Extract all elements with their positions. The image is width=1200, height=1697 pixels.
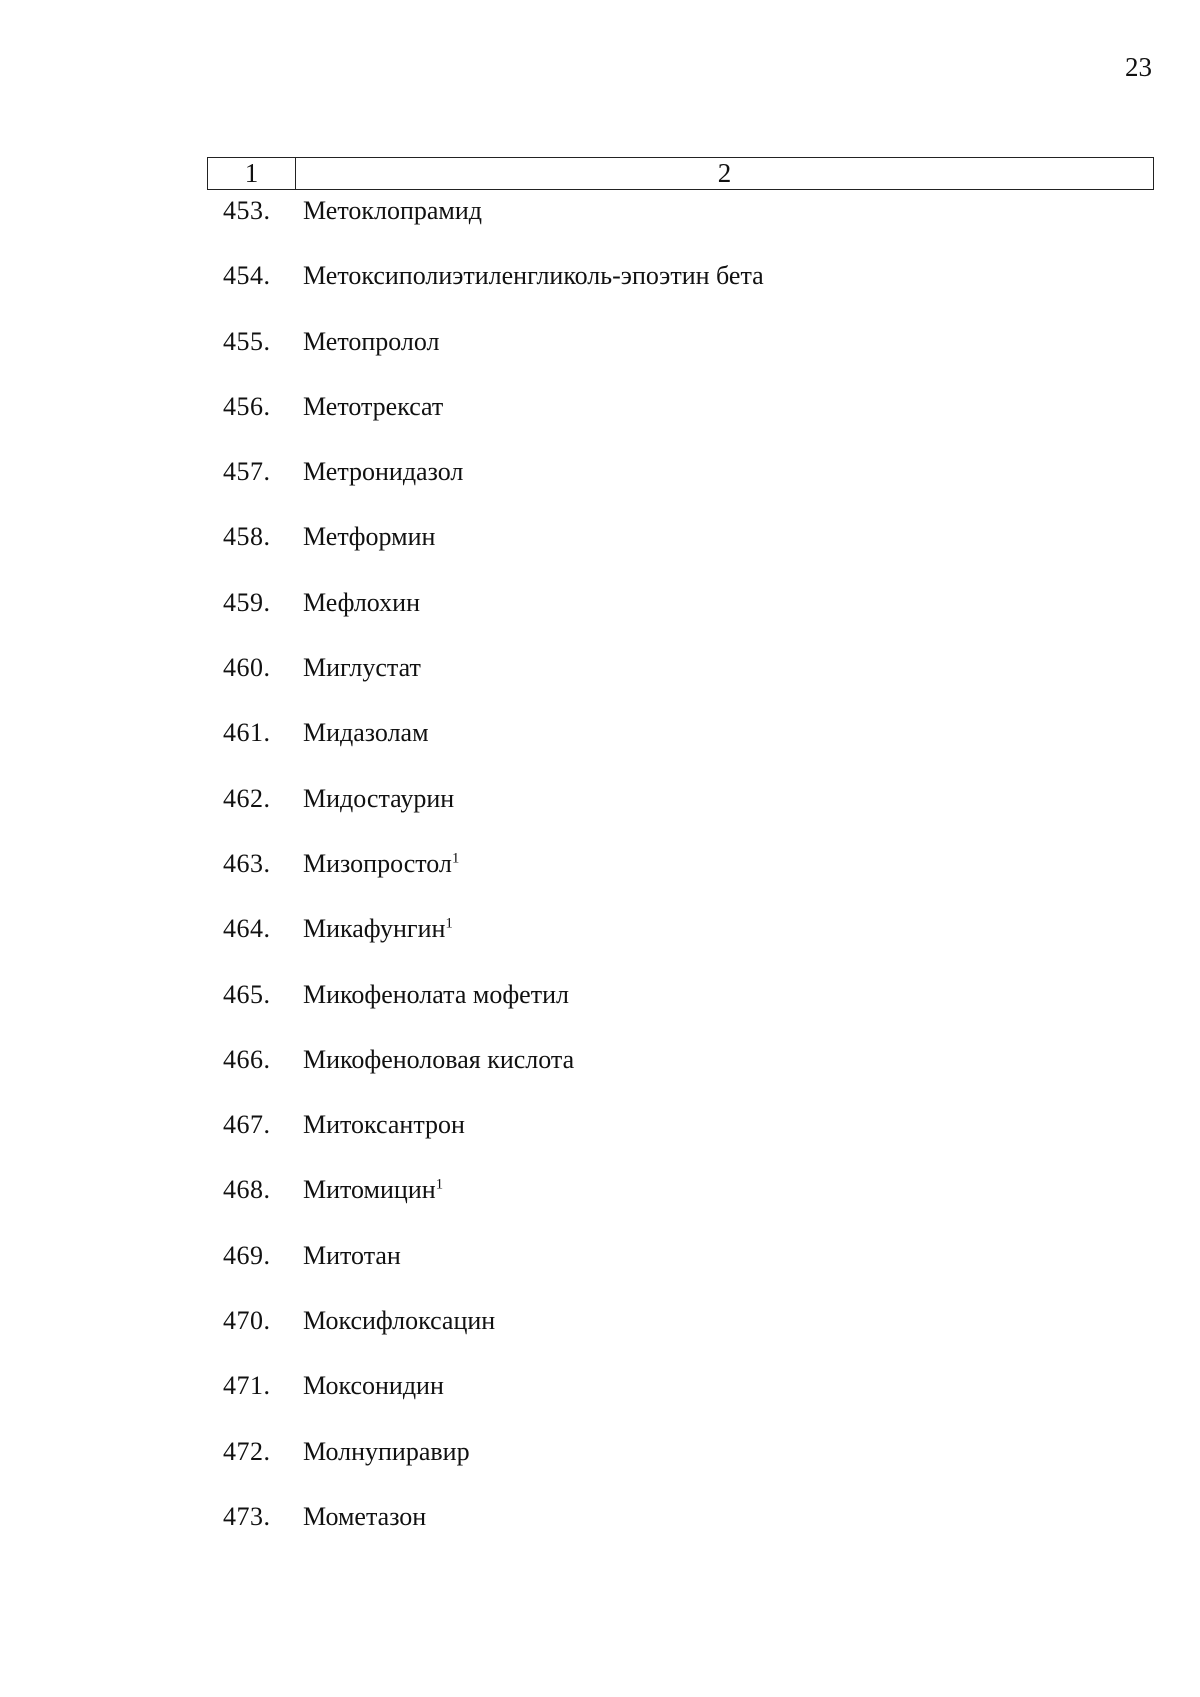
medicine-name-cell [303,522,435,552]
medicine-name: Микофеноловая кислота [303,1044,575,1074]
medicine-name: Мидазолам [303,718,429,748]
medicine-name-cell [303,980,569,1010]
medicine-name: Митотан [303,1240,401,1270]
row-number: 461. [223,718,271,748]
medicine-list [0,190,1200,1561]
row-number: 466. [223,1044,271,1074]
medicine-name: Метформин [303,522,436,552]
medicine-name-cell [303,1241,401,1271]
row-number: 458. [223,522,271,552]
table-row [0,255,1200,320]
table-row [0,1300,1200,1365]
medicine-name-cell [303,588,420,618]
medicine-name: Метотрексат [303,391,444,421]
medicine-name: Моксонидин [303,1371,444,1401]
row-number: 465. [223,979,271,1009]
table-row [0,778,1200,843]
medicine-name-cell [303,1306,495,1336]
row-number: 469. [223,1240,271,1270]
footnote-marker: 1 [435,1176,444,1193]
row-number: 453. [223,196,271,225]
medicine-name: Митоксантрон [303,1110,465,1140]
medicine-name: Метронидазол [303,457,464,487]
table-row [0,451,1200,516]
medicine-name: Моксифлоксацин [303,1306,496,1336]
row-number: 467. [223,1110,271,1140]
medicine-name-cell [303,914,453,944]
table-row [0,843,1200,908]
medicine-name: Миглустат [303,653,421,683]
footnote-marker: 1 [451,850,460,867]
medicine-name-cell [303,1110,465,1140]
row-number: 472. [223,1436,271,1466]
medicine-name: Мидостаурин [303,783,455,813]
table-row [0,712,1200,777]
row-number: 455. [223,326,271,356]
table-row [0,1104,1200,1169]
medicine-name: Мефлохин [303,587,420,617]
footnote-marker: 1 [445,915,453,932]
table-row [0,1431,1200,1496]
row-number: 463. [223,848,271,878]
row-number: 454. [223,261,271,291]
medicine-name: Мометазон [303,1501,427,1531]
medicine-name: Микафунгин [303,914,446,944]
table-row [0,321,1200,386]
medicine-name: Митомицин [303,1175,436,1205]
medicine-name: Молнупиравир [303,1436,470,1466]
medicine-name-cell [303,1045,574,1075]
medicine-name: Метоклопрамид [303,196,482,225]
medicine-name-cell [303,457,463,487]
medicine-name: Мизопростол [303,848,452,878]
table-row [0,1039,1200,1104]
row-number: 460. [223,653,271,683]
table-row [0,1235,1200,1300]
table-row [0,190,1200,255]
medicine-name-cell [303,653,421,683]
table-row [0,1169,1200,1234]
table-row [0,582,1200,647]
table-row [0,386,1200,451]
row-number: 470. [223,1306,271,1336]
page-number: 23 [1125,52,1152,82]
row-number: 462. [223,783,271,813]
medicine-name-cell [303,1502,426,1532]
table-row [0,647,1200,712]
row-number: 459. [223,587,271,617]
table-header-col-1: 1 [208,158,296,189]
row-number: 464. [223,914,271,944]
medicine-name: Метоксиполиэтиленгликоль-эпоэтин бета [303,261,764,291]
table-row [0,974,1200,1039]
medicine-name-cell [303,784,454,814]
table-row [0,1365,1200,1430]
table-row [0,908,1200,973]
medicine-name-cell [303,1437,470,1467]
medicine-name-cell [303,196,482,226]
row-number: 457. [223,457,271,487]
medicine-name-cell [303,392,443,422]
medicine-name: Метопролол [303,326,440,356]
medicine-name-cell [303,1371,444,1401]
medicine-name-cell [303,261,764,291]
row-number: 471. [223,1371,271,1401]
table-header [207,157,1154,190]
medicine-name-cell [303,849,459,879]
medicine-name-cell [303,718,429,748]
table-header-col-2: 2 [717,158,732,188]
row-number: 468. [223,1175,271,1205]
medicine-name: Микофенолата мофетил [303,979,569,1009]
medicine-name-cell [303,327,440,357]
table-row [0,516,1200,581]
table-row [0,1496,1200,1561]
row-number: 473. [223,1501,271,1531]
row-number: 456. [223,391,271,421]
medicine-name-cell [303,1175,443,1205]
